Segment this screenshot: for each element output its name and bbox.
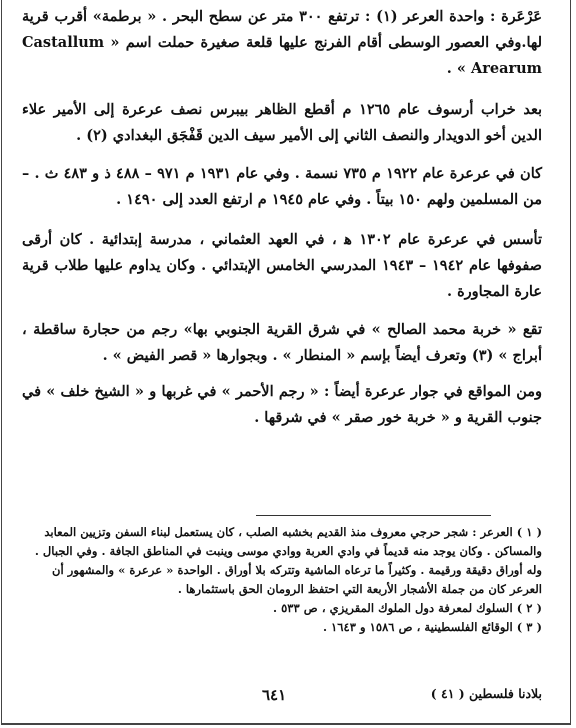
paragraph-population: كان في عرعرة عام ١٩٢٢ م ٧٣٥ نسمة . وفي عام ١٩٣١ م ٩٧١ – ٤٨٨ ذ و ٤٨٣ ث . – من المسلمين ولهم ١٥٠ بيتاً . وفي عام ١٩٤٥ م ارتفع العدد إلى ١٤٩٠ . <box>22 165 543 208</box>
page-number: ٦٤١ <box>262 686 287 704</box>
footnote-3: ( ٣ ) الوقائع الفلسطينية ، ص ١٥٨٦ و ١٦٤٣ . <box>322 620 542 634</box>
page-footer <box>22 686 542 710</box>
main-text <box>22 4 542 431</box>
paragraph-nearby-sites: ومن المواقع في جوار عرعرة أيضاً : « رجم الأحمر » في غربها و « الشيخ خلف » في جنوب القرية و « خربة خور صقر » في شرقها . <box>22 383 542 426</box>
paragraph-ruins: تقع « خربة محمد الصالح » في شرق القرية الجنوبي بها» رجم من حجارة ساقطة ، أبراج » (٣) وتعرف أيضاً بإسم « المنطار » . وبجوارها « قصر الفيض » . <box>22 321 542 364</box>
paragraph-school: تأسس في عرعرة عام ١٣٠٢ ﻫ ، في العهد العثماني ، مدرسة إبتدائية . كان أرقى صفوفها عام ١٩٤٢ – ١٩٤٣ المدرسي الخامس الإبتدائي . وكان يداوم عليها طلاب قرية عارة المجاورة . <box>22 231 543 300</box>
footnotes <box>22 523 542 637</box>
paragraph-history: بعد خراب أرسوف عام ١٢٦٥ م أقطع الظاهر بيبرس نصف عرعرة إلى الأمير علاء الدين أخو الدويدار والنصف الثاني إلى الأمير سيف الدين قَفْجَق البغدادي (٢) . <box>22 101 542 144</box>
running-title: بلادنا فلسطين ( ٤١ ) <box>430 686 542 701</box>
paragraph-arara-intro: عَرْعَرة : واحدة العرعر (١) : ترتفع ٣٠٠ متر عن سطح البحر . « برطمة» أقرب قرية لها.وفي العصور الوسطى أقام الفرنج عليها قلعة صغيرة حملت اسم « Castallum Arearum » . <box>22 8 542 77</box>
footnote-2: ( ٢ ) السلوك لمعرفة دول الملوك المقريزي ، ص ٥٣٣ . <box>272 601 542 615</box>
footnote-separator <box>256 515 491 516</box>
footnote-1: ( ١ ) العرعر : شجر حرجي معروف منذ القديم بخشبه الصلب ، كان يستعمل لبناء السفن وتزيين المعابد والمساكن . وكان يوجد منه قديماً في وادي العربة ووادي موسى وينبت في المناطق الجافة . وفي الجبال . وله أوراق دقيقة ورقيمة . وكثيراً ما ترعاه الماشية وتتركه بلا أوراق . الواحدة « عرعرة » والمشهور أن العرعر كان من جملة الأشجار الأربعة التي احتفظ الرومان الحق باستثمارها . <box>34 525 542 596</box>
